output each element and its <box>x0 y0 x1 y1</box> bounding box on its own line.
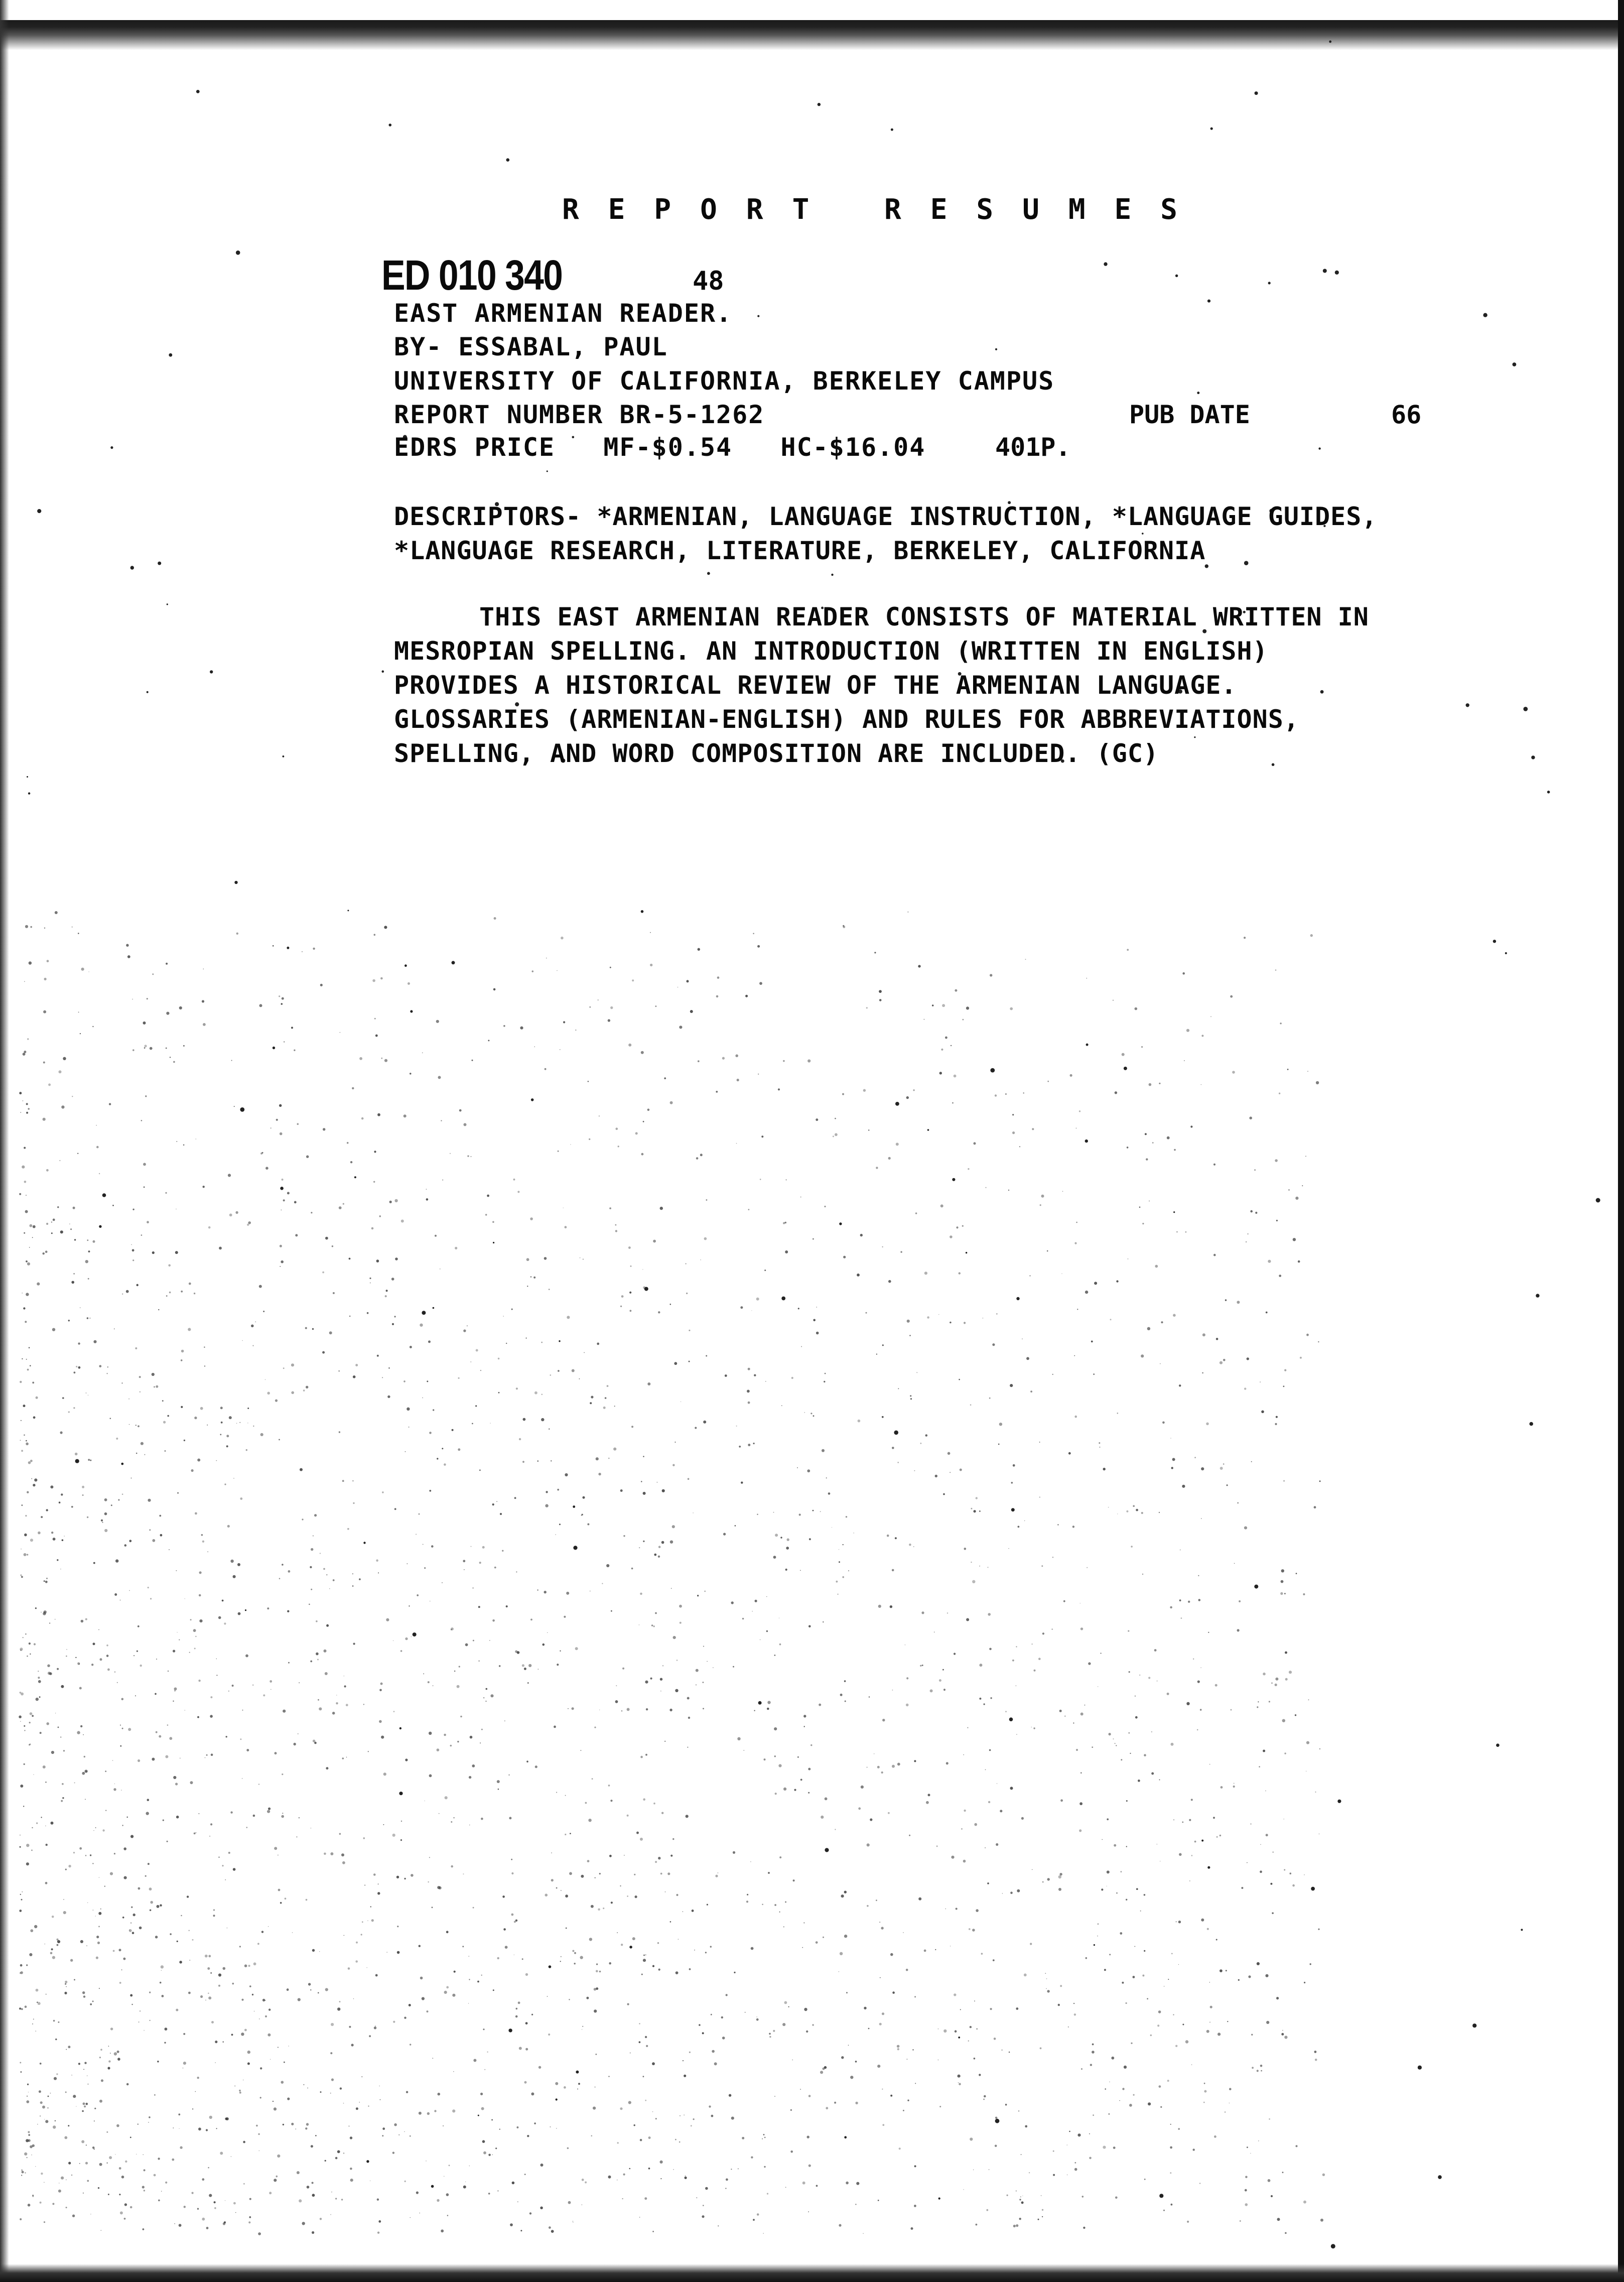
report-number: REPORT NUMBER BR-5-1262 <box>394 400 765 429</box>
descriptors-paragraph: DESCRIPTORS- *ARMENIAN, LANGUAGE INSTRUCTION, *LANGUAGE GUIDES, *LANGUAGE RESEARCH, LITERATURE, BERKELEY, CALIFORNIA <box>394 502 1378 565</box>
abstract-paragraph: THIS EAST ARMENIAN READER CONSISTS OF MATERIAL WRITTEN IN MESROPIAN SPELLING. AN INTRODUCTION (WRITTEN IN ENGLISH) PROVIDES A HISTORICAL REVIEW OF THE ARMENIAN LANGUAGE. GLOSSARIES (ARMENIAN-ENGLISH) AND RULES FOR ABBREVIATIONS, SPELLING, AND WORD COMPOSITION ARE INCLUDED. (GC) <box>394 602 1369 768</box>
ed-sub-number: 48 <box>693 266 724 296</box>
page-count: 401P. <box>995 433 1071 462</box>
report-resumes-heading: REPORT RESUMES <box>562 193 1207 226</box>
ed-number: ED 010 340 <box>381 251 563 299</box>
pub-date-label: PUB DATE <box>1129 400 1250 429</box>
document-author: BY- ESSABAL, PAUL <box>394 332 668 361</box>
edrs-price: EDRS PRICE MF-$0.54 HC-$16.04 <box>394 433 926 462</box>
document-title: EAST ARMENIAN READER. <box>394 299 733 328</box>
document-institution: UNIVERSITY OF CALIFORNIA, BERKELEY CAMPUS <box>394 366 1055 396</box>
pub-date-value: 66 <box>1391 400 1422 429</box>
